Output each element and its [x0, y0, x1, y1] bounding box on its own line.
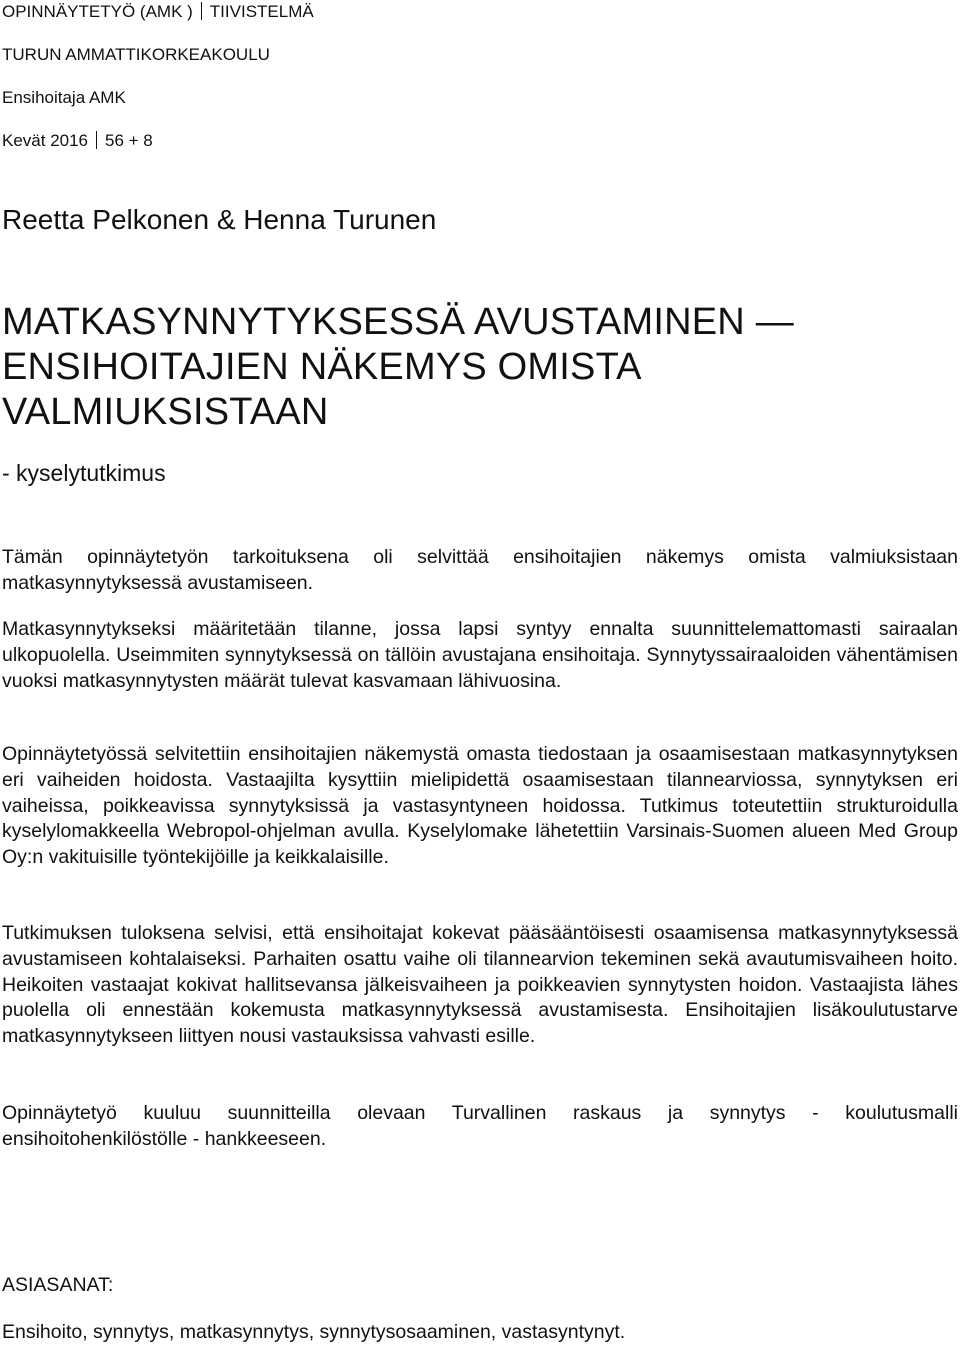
- separator-bar: [201, 2, 202, 20]
- institution: TURUN AMMATTIKORKEAKOULU: [2, 45, 270, 64]
- header-thesis-line: [2, 2, 314, 22]
- authors: Reetta Pelkonen & Henna Turunen: [2, 204, 437, 235]
- subtitle: - kyselytutkimus: [2, 460, 166, 486]
- term: Kevät 2016: [2, 131, 89, 150]
- keywords-label: ASIASANAT:: [2, 1274, 114, 1296]
- paragraph-results: Tutkimuksen tuloksena selvisi, että ensihoitajat kokevat pääsääntöisesti osaamisensa matkasynnytyksessä avustamiseen kohtalaiseksi. Parhaiten osattu vaihe oli tilannearvion tekeminen sekä avautumisvaiheen hoito. Heikoiten vastaajat kokivat hallitsevansa jälkeisvaiheen ja poikkeavien synnytysten hoidon. Vastaajista lähes puolella oli ennestään kokemusta matkasynnytyksessä avustamisesta. Ensihoitajien lisäkoulutustarve matkasynnytykseen liittyen nousi vastauksissa vahvasti esille.: [2, 922, 958, 1048]
- separator-bar: [96, 131, 97, 149]
- title-line-3: VALMIUKSISTAAN: [2, 391, 329, 433]
- paragraph-definition: Matkasynnytykseksi määritetään tilanne, jossa lapsi syntyy ennalta suunnittelemattomasti sairaalan ulkopuolella. Useimmiten synnytyksessä on tällöin avustajana ensihoitaja. Synnytyssairaaloiden vähentämisen vuoksi matkasynnytysten määrät tulevat kasvamaan lähivuosina.: [2, 618, 958, 692]
- degree: Ensihoitaja AMK: [2, 88, 126, 107]
- page-count: 56 + 8: [105, 131, 153, 150]
- paragraph-project: Opinnäytetyö kuuluu suunnitteilla olevaan Turvallinen raskaus ja synnytys - koulutusmalli ensihoitohenkilöstölle - hankkeeseen.: [2, 1102, 958, 1150]
- term-pages-line: [2, 131, 153, 151]
- paragraph-purpose: Tämän opinnäytetyön tarkoituksena oli selvittää ensihoitajien näkemys omista valmiuksistaan matkasynnytyksessä avustamiseen.: [2, 546, 958, 594]
- thesis-title: [2, 300, 794, 435]
- title-line-1: MATKASYNNYTYKSESSÄ AVUSTAMINEN —: [2, 301, 794, 343]
- paragraph-method: Opinnäytetyössä selvitettiin ensihoitajien näkemystä omasta tiedostaan ja osaamisestaan matkasynnytyksen eri vaiheiden hoidosta. Vastaajilta kysyttiin mielipidettä osaamisestaan tilannearviossa, synnytyksen eri vaiheissa, poikkeavissa synnytyksissä ja vastasyntyneen hoidossa. Tutkimus toteutettiin strukturoidulla kyselylomakkeella Webropol-ohjelman avulla. Kyselylomake lähetettiin Varsinais-Suomen alueen Med Group Oy:n vakituisille työntekijöille ja keikkalaisille.: [2, 743, 958, 869]
- title-line-2: ENSIHOITAJIEN NÄKEMYS OMISTA: [2, 346, 642, 388]
- keywords-list: Ensihoito, synnytys, matkasynnytys, synnytysosaaminen, vastasyntynyt.: [2, 1321, 626, 1343]
- doc-type: TIIVISTELMÄ: [209, 2, 314, 21]
- thesis-type: OPINNÄYTETYÖ (AMK ): [2, 2, 193, 21]
